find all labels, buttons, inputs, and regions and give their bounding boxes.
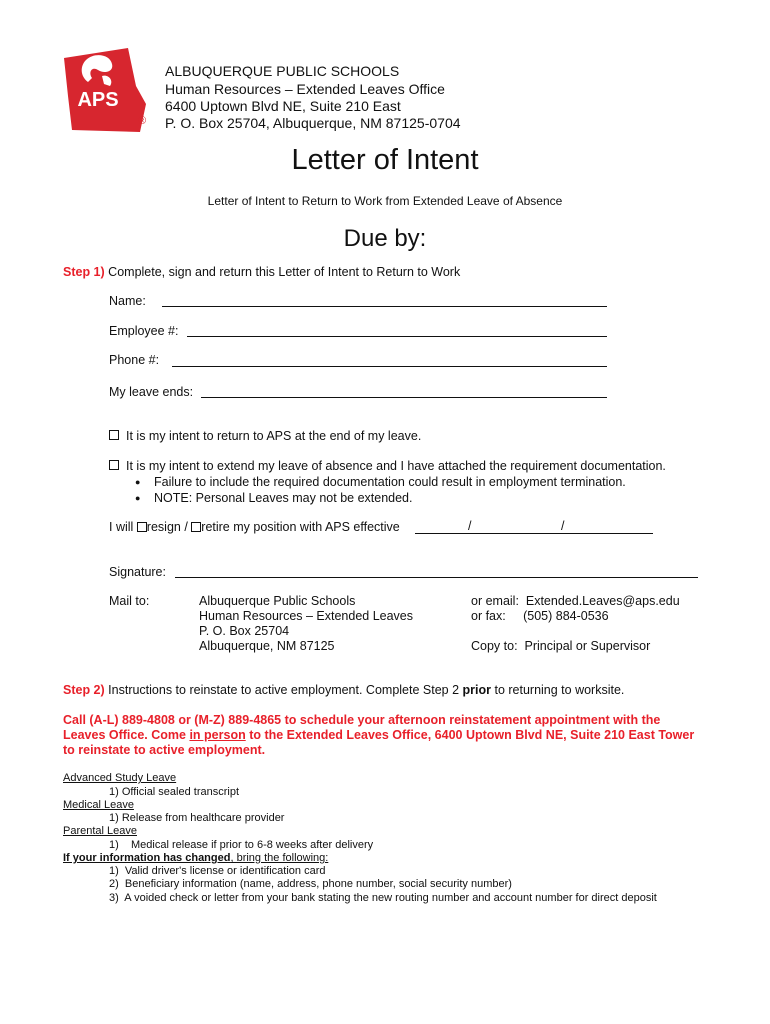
effective-date-field[interactable] <box>415 533 653 534</box>
header-address1: 6400 Uptown Blvd NE, Suite 210 East <box>165 98 401 114</box>
resign-prefix: I will <box>109 520 134 534</box>
resign-retire-row <box>109 520 400 534</box>
info-changed-item: 2) Beneficiary information (name, address, phone number, social security number) <box>109 878 512 890</box>
in-person-emphasis: in person <box>189 728 246 742</box>
extend-checkbox[interactable] <box>109 460 119 470</box>
call-line-1: Call (A-L) 889-4808 or (M-Z) 889-4865 to schedule your afternoon reinstatement appointment with the <box>63 713 661 727</box>
call-line-2c: to the Extended Leaves Office, 6400 Uptown Blvd NE, Suite 210 East Tower <box>245 728 695 742</box>
retire-label: retire my position with APS effective <box>201 520 400 534</box>
employee-label: Employee #: <box>109 324 179 338</box>
fax-line: or fax: (505) 884-0536 <box>471 609 609 623</box>
employee-field[interactable] <box>187 336 607 337</box>
phone-label: Phone #: <box>109 353 160 367</box>
step2-text-after: to returning to worksite. <box>491 683 625 697</box>
step1-text: Complete, sign and return this Letter of Intent to Return to Work <box>108 265 461 279</box>
call-line-2 <box>63 728 694 742</box>
call-line-2a: Leaves Office. Come <box>63 728 190 742</box>
info-changed-item: 3) A voided check or letter from your bank stating the new routing number and account number for direct deposit <box>109 892 657 904</box>
logo-registered-mark: ® <box>138 115 147 127</box>
copy-to-line: Copy to: Principal or Supervisor <box>471 639 651 653</box>
mail-label: Mail to: <box>109 594 150 608</box>
bullet-marker: ● <box>135 493 141 503</box>
bullet-item: Failure to include the required documentation could result in employment termination. <box>154 475 626 489</box>
signature-label: Signature: <box>109 565 166 579</box>
info-changed-heading <box>63 852 328 864</box>
mail-address-line: P. O. Box 25704 <box>199 624 290 638</box>
retire-checkbox[interactable] <box>191 522 201 532</box>
bullet-item: NOTE: Personal Leaves may not be extended. <box>154 491 413 505</box>
leave-ends-field[interactable] <box>201 397 607 398</box>
info-changed-rest: , bring the following: <box>230 852 329 864</box>
parental-leave-title: Parental Leave <box>63 825 137 837</box>
resign-checkbox[interactable] <box>137 522 147 532</box>
due-by-heading: Due by: <box>343 225 427 252</box>
extend-option-text: It is my intent to extend my leave of absence and I have attached the requirement documentation. <box>126 459 666 473</box>
info-changed-item: 1) Valid driver's license or identification card <box>109 865 326 877</box>
mail-address-line: Albuquerque Public Schools <box>199 594 356 608</box>
step2-text-before: Instructions to reinstate to active employment. Complete Step 2 <box>108 683 463 697</box>
step1-label: Step 1) <box>63 265 105 279</box>
header-org: ALBUQUERQUE PUBLIC SCHOOLS <box>165 63 400 79</box>
name-label: Name: <box>109 294 146 308</box>
medical-leave-item: 1) Release from healthcare provider <box>109 812 285 824</box>
bullet-marker: ● <box>135 477 141 487</box>
call-line-3: to reinstate to active employment. <box>63 743 266 757</box>
return-checkbox[interactable] <box>109 430 119 440</box>
header-address2: P. O. Box 25704, Albuquerque, NM 87125-0704 <box>165 115 461 131</box>
logo-text: APS <box>77 89 119 111</box>
header-dept: Human Resources – Extended Leaves Office <box>165 81 445 97</box>
date-separator: / <box>468 519 472 533</box>
study-leave-title: Advanced Study Leave <box>63 772 177 784</box>
return-option-text: It is my intent to return to APS at the end of my leave. <box>126 429 422 443</box>
medical-leave-title: Medical Leave <box>63 799 134 811</box>
name-field[interactable] <box>162 306 607 307</box>
step2-text-bold: prior <box>462 683 491 697</box>
step2-label: Step 2) <box>63 683 105 697</box>
mail-address-line: Human Resources – Extended Leaves <box>199 609 414 623</box>
parental-leave-item: 1) Medical release if prior to 6-8 weeks after delivery <box>109 839 374 851</box>
resign-label: resign / <box>146 520 188 534</box>
info-changed-bold: If your information has changed <box>63 852 231 864</box>
aps-logo <box>58 46 150 134</box>
step2-instruction <box>63 683 624 697</box>
page-title: Letter of Intent <box>291 144 479 176</box>
study-leave-item: 1) Official sealed transcript <box>109 786 240 798</box>
leave-ends-label: My leave ends: <box>109 385 194 399</box>
phone-field[interactable] <box>172 366 607 367</box>
email-line: or email: Extended.Leaves@aps.edu <box>471 594 680 608</box>
step1-instruction <box>63 265 460 279</box>
page-subtitle: Letter of Intent to Return to Work from Extended Leave of Absence <box>207 194 563 208</box>
date-separator: / <box>561 519 565 533</box>
signature-field[interactable] <box>175 577 698 578</box>
mail-address-line: Albuquerque, NM 87125 <box>199 639 335 653</box>
